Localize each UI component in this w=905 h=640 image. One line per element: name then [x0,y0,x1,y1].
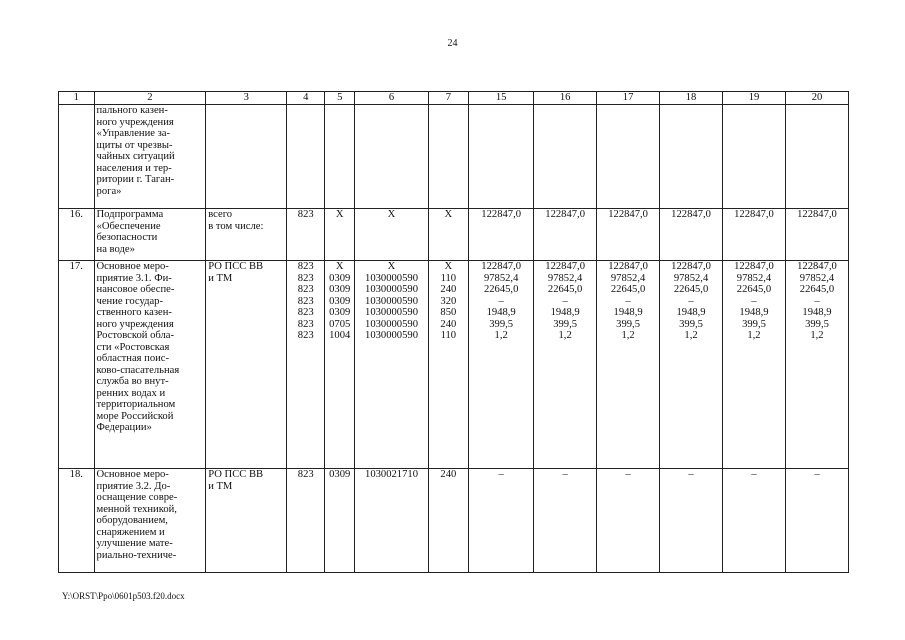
section-code-cell [325,469,355,573]
column-header: 5 [325,92,355,105]
table-row [59,261,849,469]
table-row [59,469,849,573]
column-header: 15 [469,92,534,105]
amount-value: 122847,0 [481,261,522,272]
column-header: 4 [287,92,325,105]
amount-value: 122847,0 [797,209,837,220]
amount-value: 1,2 [684,330,698,341]
amount-value: – [498,469,504,480]
responsible-cell: РО ПСС ВВ и ТМ [206,469,287,573]
column-header: 6 [355,92,428,105]
amount-cell [469,105,534,209]
amount-value: – [688,469,694,480]
table-body [59,105,849,573]
section-code-cell [325,105,355,209]
code-value: 1030000590 [365,284,418,295]
amount-value: – [562,469,568,480]
amount-value: 399,5 [679,318,703,330]
amount-value: 1,2 [747,330,761,341]
code-value: 850 [440,307,457,318]
responsible-cell: всего в том числе: [206,209,287,261]
grbs-code-cell [287,209,325,261]
column-header: 16 [534,92,597,105]
amount-value: 1,2 [810,330,824,341]
code-value: Х [335,209,344,220]
responsible-cell: РО ПСС ВВ и ТМ [206,261,287,469]
code-value: Х [444,261,453,272]
row-name-cell: Основное меро- приятие 3.2. До- оснащение совре- менной техникой, оборудованием, снаряжением и улучшение мате- риально-техниче- [94,469,206,573]
footer-file-path: Y:\ORST\Ppo\0601p503.f20.docx [62,591,185,601]
amount-value: 399,5 [805,318,829,330]
amount-value: – [751,295,757,307]
section-code-cell [325,261,355,469]
column-header: 19 [723,92,786,105]
code-value: Х [335,261,344,272]
row-number-cell [59,105,95,209]
code-value: 0309 [329,272,351,284]
amount-value: 122847,0 [671,209,711,220]
amount-value: 122847,0 [545,261,585,272]
table-header-row [59,92,849,105]
table-row [59,105,849,209]
budget-table [58,91,849,573]
amount-value: – [814,295,820,307]
expense-type-cell [428,105,469,209]
amount-value: 22645,0 [799,284,835,295]
column-header: 7 [428,92,469,105]
code-value: Х [444,209,453,220]
code-value: 240 [440,318,457,330]
amount-value: 97852,4 [736,272,772,284]
target-code-cell [355,105,428,209]
amount-cell [597,105,660,209]
amount-value: – [562,295,568,307]
code-value: 823 [297,307,314,318]
section-code-cell [325,209,355,261]
code-value: 240 [440,469,457,480]
amount-value: 122847,0 [545,209,585,220]
code-value: 823 [297,295,314,307]
amount-value: 1948,9 [739,307,769,318]
column-header: 20 [785,92,848,105]
code-value: 1030000590 [365,318,418,330]
amount-cell [723,469,786,573]
amount-cell [534,469,597,573]
amount-value: – [688,295,694,307]
code-value: 823 [297,284,314,295]
code-value: 0309 [329,284,351,295]
row-number-cell: 16. [59,209,95,261]
code-value: 1004 [329,330,351,341]
code-value: 823 [297,209,314,220]
grbs-code-cell [287,261,325,469]
code-value: 1030000590 [365,295,418,307]
code-value: 1030000590 [365,330,418,341]
code-value: Х [387,209,396,220]
amount-cell [534,105,597,209]
code-value: 0309 [329,469,351,480]
amount-value: 122847,0 [734,261,774,272]
code-value: 240 [440,284,457,295]
code-value: 823 [297,318,314,330]
code-value: 1030000590 [365,307,418,318]
amount-value: 97852,4 [799,272,835,284]
amount-value: 22645,0 [547,284,583,295]
column-header: 17 [597,92,660,105]
amount-value: 97852,4 [483,272,519,284]
amount-value: 1,2 [621,330,635,341]
amount-cell [660,209,723,261]
amount-cell [597,261,660,469]
amount-value: – [498,295,504,307]
amount-value: 399,5 [616,318,640,330]
code-value: 823 [297,330,314,341]
amount-cell [785,261,848,469]
expense-type-cell [428,261,469,469]
amount-value: 122847,0 [481,209,522,220]
amount-cell [469,261,534,469]
amount-value: 399,5 [489,318,514,330]
amount-value: – [751,469,757,480]
code-value: 320 [440,295,457,307]
amount-cell [723,105,786,209]
code-value: 110 [440,330,457,341]
amount-value: – [625,295,631,307]
expense-type-cell [428,209,469,261]
row-number-cell: 17. [59,261,95,469]
row-name-cell: Подпрограмма «Обеспечение безопасности на воде» [94,209,206,261]
expense-type-cell [428,469,469,573]
amount-cell [597,469,660,573]
column-header: 2 [94,92,206,105]
row-name-cell: пального казен- ного учреждения «Управление за- щиты от чрезвы- чайных ситуаций населения и тер- ритории г. Таган- рога» [94,105,206,209]
amount-value: 97852,4 [610,272,646,284]
amount-cell [534,209,597,261]
code-value: 1030021710 [365,469,418,480]
amount-value: 399,5 [742,318,766,330]
column-header: 1 [59,92,95,105]
amount-value: 1948,9 [550,307,580,318]
target-code-cell [355,209,428,261]
code-value: 823 [297,469,314,480]
amount-cell [723,209,786,261]
code-value: 0309 [329,295,351,307]
row-number-cell: 18. [59,469,95,573]
grbs-code-cell [287,469,325,573]
amount-value: 122847,0 [734,209,774,220]
amount-cell [785,209,848,261]
amount-cell [660,469,723,573]
responsible-cell [206,105,287,209]
column-header: 3 [206,92,287,105]
amount-value: 1,2 [558,330,572,341]
amount-value: 1948,9 [676,307,706,318]
grbs-code-cell [287,105,325,209]
amount-cell [534,261,597,469]
code-value: 110 [440,272,457,284]
amount-value: 97852,4 [673,272,709,284]
code-value: 823 [297,261,314,272]
target-code-cell [355,469,428,573]
amount-cell [469,469,534,573]
code-value: Х [387,261,396,272]
amount-value: – [625,469,631,480]
amount-cell [597,209,660,261]
amount-cell [469,209,534,261]
table-row [59,209,849,261]
amount-value: 22645,0 [610,284,646,295]
amount-value: – [814,469,820,480]
amount-value: 22645,0 [673,284,709,295]
amount-cell [785,105,848,209]
amount-value: 122847,0 [608,209,648,220]
amount-value: 1948,9 [802,307,832,318]
amount-value: 22645,0 [483,284,519,295]
amount-cell [660,261,723,469]
amount-value: 122847,0 [797,261,837,272]
amount-value: 122847,0 [608,261,648,272]
column-header: 18 [660,92,723,105]
code-value: 0309 [329,307,351,318]
amount-value: 1948,9 [613,307,643,318]
page-number: 24 [447,38,458,49]
amount-value: 22645,0 [736,284,772,295]
amount-value: 1948,9 [486,307,516,318]
amount-cell [785,469,848,573]
amount-value: 122847,0 [671,261,711,272]
amount-cell [723,261,786,469]
amount-value: 97852,4 [547,272,583,284]
code-value: 1030000590 [365,272,418,284]
amount-cell [660,105,723,209]
amount-value: 1,2 [494,330,508,341]
amount-value: 399,5 [553,318,578,330]
code-value: 823 [297,272,314,284]
row-name-cell: Основное меро- приятие 3.1. Фи- нансовое обеспе- чение государ- ственного казен- ного учреждения Ростовской обла- сти «Ростовская областная поис- ково-спасательная служба во внут- ренних водах и территориальном море Российской Федерации» [94,261,206,469]
code-value: 0705 [329,318,351,330]
target-code-cell [355,261,428,469]
